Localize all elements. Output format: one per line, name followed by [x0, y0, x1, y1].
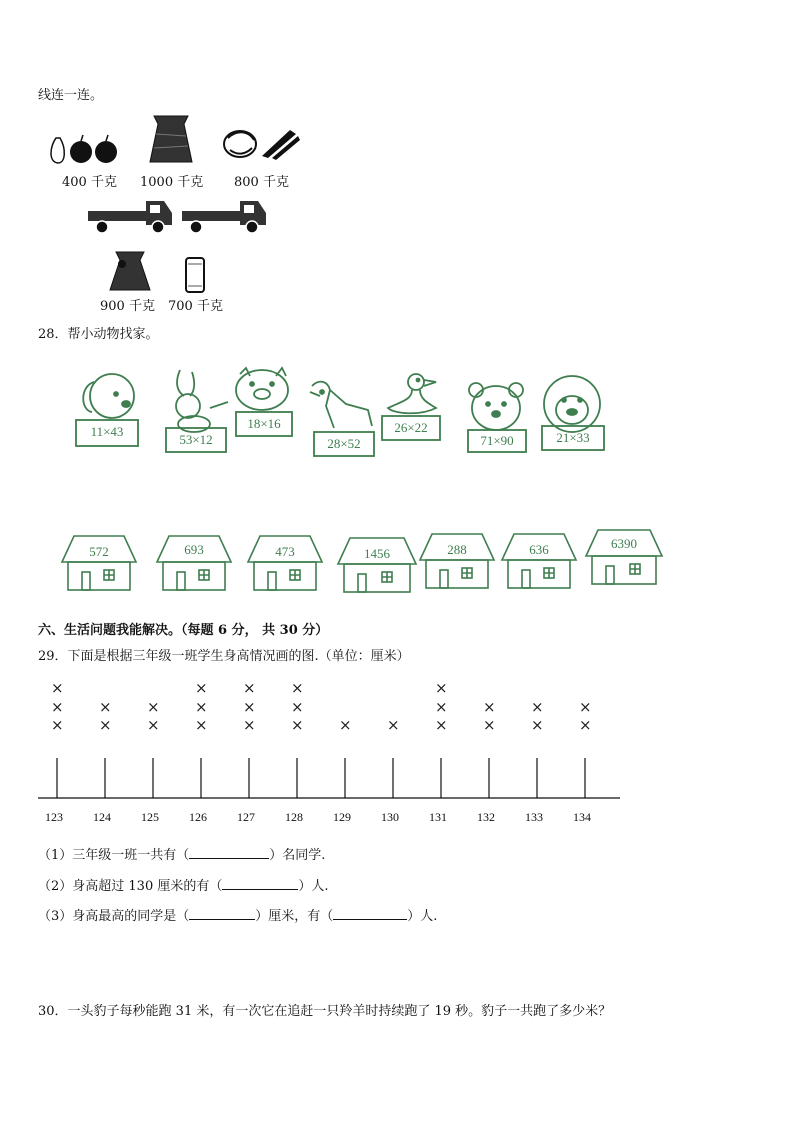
data-mark: × — [147, 697, 160, 716]
q30-text: 30．一头豹子每秒能跑 31 米，有一次它在追赶一只羚羊时持续跑了 19 秒。豹子一共跑了多少米？ — [38, 1004, 612, 1019]
q29-sub3 — [38, 905, 437, 924]
animal-expression: 26×22 — [394, 420, 428, 435]
house — [60, 534, 138, 592]
data-mark: × — [483, 697, 496, 716]
tick-label: 127 — [237, 810, 255, 824]
data-mark: × — [531, 716, 544, 734]
sub3-middle: ）厘米，有（ — [255, 909, 334, 924]
data-mark: × — [243, 697, 256, 716]
q27-instruction: 线连一连。 — [38, 88, 104, 103]
data-mark: × — [291, 679, 304, 697]
rabbit-icon — [160, 366, 232, 454]
animal-expression: 11×43 — [90, 424, 124, 439]
house-number: 473 — [275, 544, 295, 559]
data-mark: × — [387, 716, 400, 734]
weight-label: 700 千克 — [168, 299, 223, 314]
answer-blank[interactable] — [189, 846, 269, 859]
data-mark: × — [291, 697, 304, 716]
q29-sub2 — [38, 875, 329, 894]
data-mark: × — [579, 697, 592, 716]
house — [500, 532, 578, 590]
tick-label: 130 — [381, 810, 399, 824]
data-mark: × — [435, 679, 448, 697]
can-icon — [184, 256, 206, 298]
house — [418, 532, 496, 590]
sub1-before: （1）三年级一班一共有（ — [38, 848, 190, 863]
answer-blank[interactable] — [222, 877, 298, 890]
tick-label: 133 — [525, 810, 543, 824]
data-mark: × — [195, 679, 208, 697]
tick-label: 131 — [429, 810, 447, 824]
data-mark: × — [99, 697, 112, 716]
pig-icon — [232, 366, 296, 442]
data-mark: × — [243, 679, 256, 697]
animal-expression: 53×12 — [179, 432, 213, 447]
weight-label: 900 千克 — [100, 299, 155, 314]
data-mark: × — [51, 697, 64, 716]
house-number: 6390 — [611, 536, 637, 551]
fruit-icon — [46, 132, 120, 170]
data-mark: × — [99, 716, 112, 734]
goat-icon — [306, 376, 378, 460]
house-number: 1456 — [364, 546, 390, 561]
house-number: 288 — [447, 542, 467, 557]
data-mark: × — [51, 716, 64, 734]
data-mark: × — [435, 716, 448, 734]
height-line-plot — [38, 680, 628, 830]
house — [155, 534, 233, 592]
section-heading: 六、生活问题我能解决。（每题 6 分， 共 30 分） — [38, 623, 329, 638]
house-number: 572 — [89, 544, 109, 559]
tick-label: 125 — [141, 810, 159, 824]
bear-icon — [466, 380, 530, 456]
data-mark: × — [243, 716, 256, 734]
tick-label: 123 — [45, 810, 63, 824]
tick-label: 132 — [477, 810, 495, 824]
tick-label: 134 — [573, 810, 591, 824]
data-mark: × — [339, 716, 352, 734]
tick-label: 126 — [189, 810, 207, 824]
q29-title: 29．下面是根据三年级一班学生身高情况画的图.（单位：厘米） — [38, 649, 410, 664]
weight-label: 1000 千克 — [140, 175, 204, 190]
tick-label: 129 — [333, 810, 351, 824]
animal-expression: 28×52 — [327, 436, 361, 451]
data-mark: × — [435, 697, 448, 716]
house-number: 693 — [184, 542, 204, 557]
sub3-before: （3）身高最高的同学是（ — [38, 909, 190, 924]
answer-blank[interactable] — [333, 907, 407, 920]
duck-icon — [380, 370, 444, 446]
truck-icon — [86, 193, 174, 241]
monkey-icon — [538, 374, 608, 452]
weight-label: 400 千克 — [62, 175, 117, 190]
sub2-after: ）人. — [298, 879, 329, 894]
tick-label: 124 — [93, 810, 111, 824]
answer-blank[interactable] — [189, 907, 255, 920]
house — [336, 536, 418, 594]
vegetables-icon — [220, 124, 302, 164]
truck-icon — [180, 193, 268, 241]
data-mark: × — [531, 697, 544, 716]
data-mark: × — [483, 716, 496, 734]
sub3-after: ）人. — [407, 909, 438, 924]
sack-icon — [148, 114, 194, 168]
q28-title: 28．帮小动物找家。 — [38, 327, 159, 342]
house — [584, 528, 664, 586]
sub2-before: （2）身高超过 130 厘米的有（ — [38, 879, 223, 894]
animal-expression: 18×16 — [247, 416, 281, 431]
data-mark: × — [195, 697, 208, 716]
data-mark: × — [195, 716, 208, 734]
data-mark: × — [147, 716, 160, 734]
data-mark: × — [51, 679, 64, 697]
animal-expression: 71×90 — [480, 433, 514, 448]
dog-icon — [72, 368, 142, 450]
house-number: 636 — [529, 542, 549, 557]
data-mark: × — [579, 716, 592, 734]
tick-label: 128 — [285, 810, 303, 824]
bag-icon — [108, 250, 152, 296]
animal-expression: 21×33 — [556, 430, 590, 445]
house — [246, 534, 324, 592]
data-mark: × — [291, 716, 304, 734]
weight-label: 800 千克 — [234, 175, 289, 190]
q29-sub1 — [38, 844, 325, 863]
sub1-after: ）名同学. — [269, 848, 326, 863]
